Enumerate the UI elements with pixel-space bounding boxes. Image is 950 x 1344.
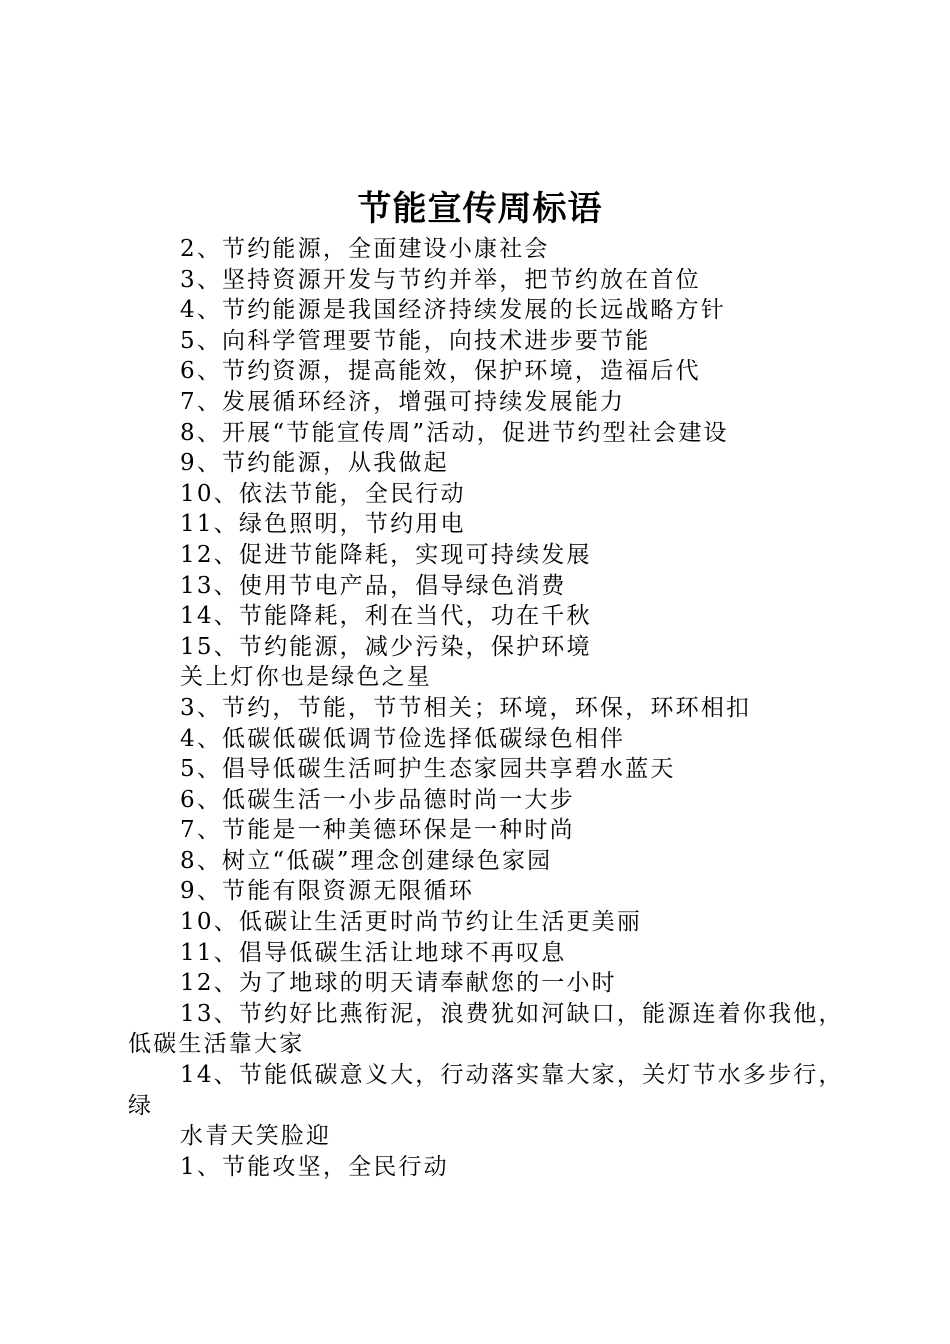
slogan-line: 4、节约能源是我国经济持续发展的长远战略方针 [180, 297, 727, 324]
document-title: 节能宣传周标语 [357, 189, 603, 229]
slogan-line: 11、倡导低碳生活让地球不再叹息 [180, 939, 567, 966]
slogan-line: 关上灯你也是绿色之星 [180, 664, 432, 691]
slogan-line-continuation: 绿 [128, 1092, 154, 1119]
slogan-line: 5、向科学管理要节能，向技术进步要节能 [180, 327, 651, 354]
slogan-line: 10、依法节能，全民行动 [180, 480, 466, 507]
slogan-line: 9、节能有限资源无限循环 [180, 878, 475, 905]
slogan-line: 14、节能降耗，利在当代，功在千秋 [180, 603, 592, 630]
slogan-line: 4、低碳低碳低调节俭选择低碳绿色相伴 [180, 725, 626, 752]
slogan-line: 水青天笑脸迎 [180, 1123, 332, 1150]
slogan-line: 14、节能低碳意义大，行动落实靠大家，关灯节水多步行， [180, 1062, 844, 1089]
slogan-line: 15、节约能源，减少污染，保护环境 [180, 633, 592, 660]
slogan-line: 13、节约好比燕衔泥，浪费犹如河缺口，能源连着你我他， [180, 1000, 844, 1027]
slogan-line: 2、节约能源，全面建设小康社会 [180, 236, 550, 262]
slogan-line: 9、节约能源，从我做起 [180, 450, 449, 477]
slogan-line: 11、绿色照明，节约用电 [180, 511, 466, 538]
slogan-line: 12、为了地球的明天请奉献您的一小时 [180, 970, 617, 997]
slogan-line: 7、发展循环经济，增强可持续发展能力 [180, 388, 626, 415]
slogan-list [128, 234, 858, 1182]
slogan-line: 3、坚持资源开发与节约并举，把节约放在首位 [180, 266, 701, 293]
slogan-line: 10、低碳让生活更时尚节约让生活更美丽 [180, 909, 643, 936]
slogan-line: 5、倡导低碳生活呵护生态家园共享碧水蓝天 [180, 756, 676, 783]
slogan-line: 8、树立“低碳”理念创建绿色家园 [180, 847, 553, 874]
slogan-line: 6、低碳生活一小步品德时尚一大步 [180, 786, 575, 813]
slogan-line: 1、节能攻坚，全民行动 [180, 1153, 449, 1180]
slogan-line: 8、开展“节能宣传周”活动，促进节约型社会建设 [180, 419, 729, 446]
slogan-line-continuation: 低碳生活靠大家 [128, 1031, 305, 1058]
slogan-line: 3、节约，节能，节节相关；环境，环保，环环相扣 [180, 694, 752, 721]
slogan-line: 6、节约资源，提高能效，保护环境，造福后代 [180, 358, 701, 385]
slogan-line: 12、促进节能降耗，实现可持续发展 [180, 541, 592, 568]
slogan-line: 13、使用节电产品，倡导绿色消费 [180, 572, 567, 599]
slogan-line: 7、节能是一种美德环保是一种时尚 [180, 817, 575, 844]
